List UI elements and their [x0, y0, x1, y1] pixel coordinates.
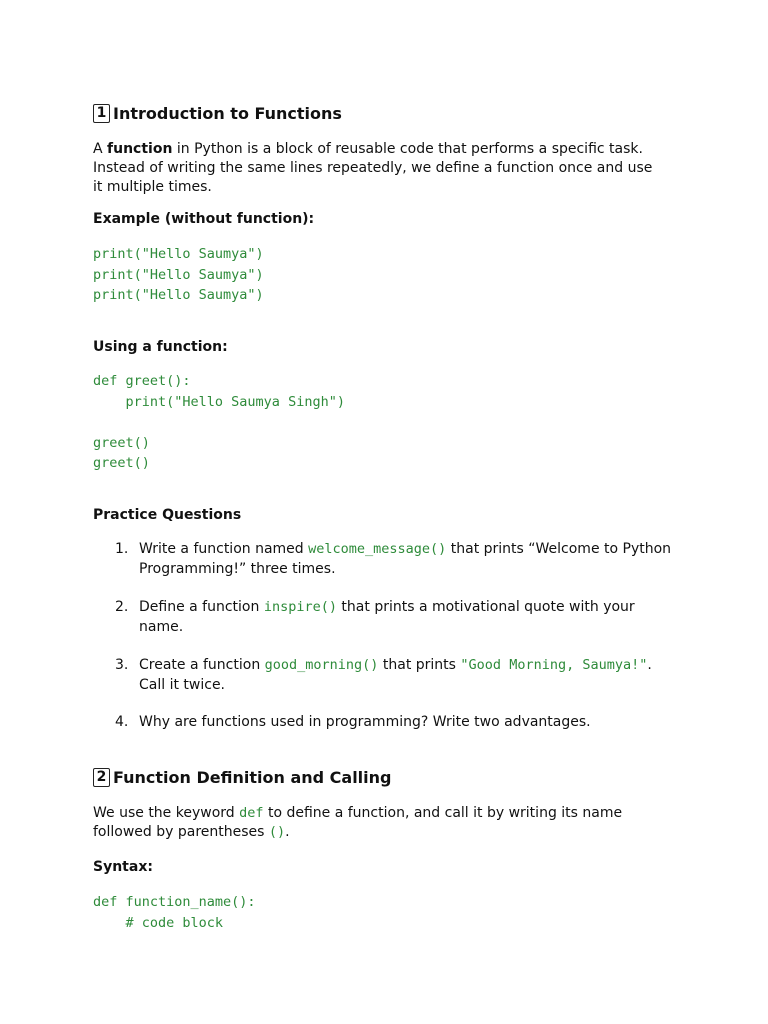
example-code-block: print("Hello Saumya") print("Hello Saumya") print("Hello Saumya") — [93, 246, 264, 303]
intro-text: Instead of writing the same lines repeatedly, we define a function once and use — [93, 160, 653, 176]
section-1-heading — [93, 104, 342, 123]
practice-heading: Practice Questions — [93, 507, 242, 523]
intro-text: it multiple times. — [93, 179, 212, 195]
list-item-text: Why are functions used in programming? Write two advantages. — [139, 714, 591, 730]
intro-bold-term: function — [107, 141, 173, 157]
section-number-badge: 2 — [93, 768, 110, 787]
list-number: 3. — [115, 657, 129, 673]
inline-code: inspire() — [263, 599, 337, 615]
intro-text: A — [93, 141, 108, 157]
intro-text: in Python is a block of reusable code that performs a specific task. — [172, 141, 643, 157]
list-number: 1. — [115, 541, 129, 557]
inline-code: good_morning() — [264, 657, 379, 673]
syntax-heading: Syntax: — [93, 859, 153, 875]
inline-code: () — [268, 824, 286, 840]
list-item-text: Define a function inspire() that prints a motivational quote with your name. — [139, 599, 635, 635]
example-heading: Example (without function): — [93, 211, 315, 227]
intro-paragraph — [93, 140, 652, 197]
function-code-block: def greet(): print("Hello Saumya Singh") greet() greet() — [93, 373, 345, 471]
list-item-text: Write a function named welcome_message() that prints “Welcome to Python Programming!” three times. — [139, 541, 672, 577]
section-title: Function Definition and Calling — [113, 768, 392, 787]
inline-code: def — [239, 805, 264, 821]
def-paragraph: We use the keyword def to define a function, and call it by writing its name followed by parentheses (). — [93, 805, 623, 840]
list-number: 2. — [115, 599, 129, 615]
list-number: 4. — [115, 714, 129, 730]
using-function-heading: Using a function: — [93, 339, 228, 355]
inline-code: welcome_message() — [308, 541, 447, 557]
section-number-badge: 1 — [93, 104, 110, 123]
section-2-heading — [93, 768, 391, 787]
inline-code: "Good Morning, Saumya!" — [460, 657, 648, 673]
syntax-code-block: def function_name(): # code block — [93, 894, 256, 931]
section-title: Introduction to Functions — [113, 104, 342, 123]
list-item-text: Create a function good_morning() that prints "Good Morning, Saumya!". Call it twice. — [139, 657, 652, 693]
